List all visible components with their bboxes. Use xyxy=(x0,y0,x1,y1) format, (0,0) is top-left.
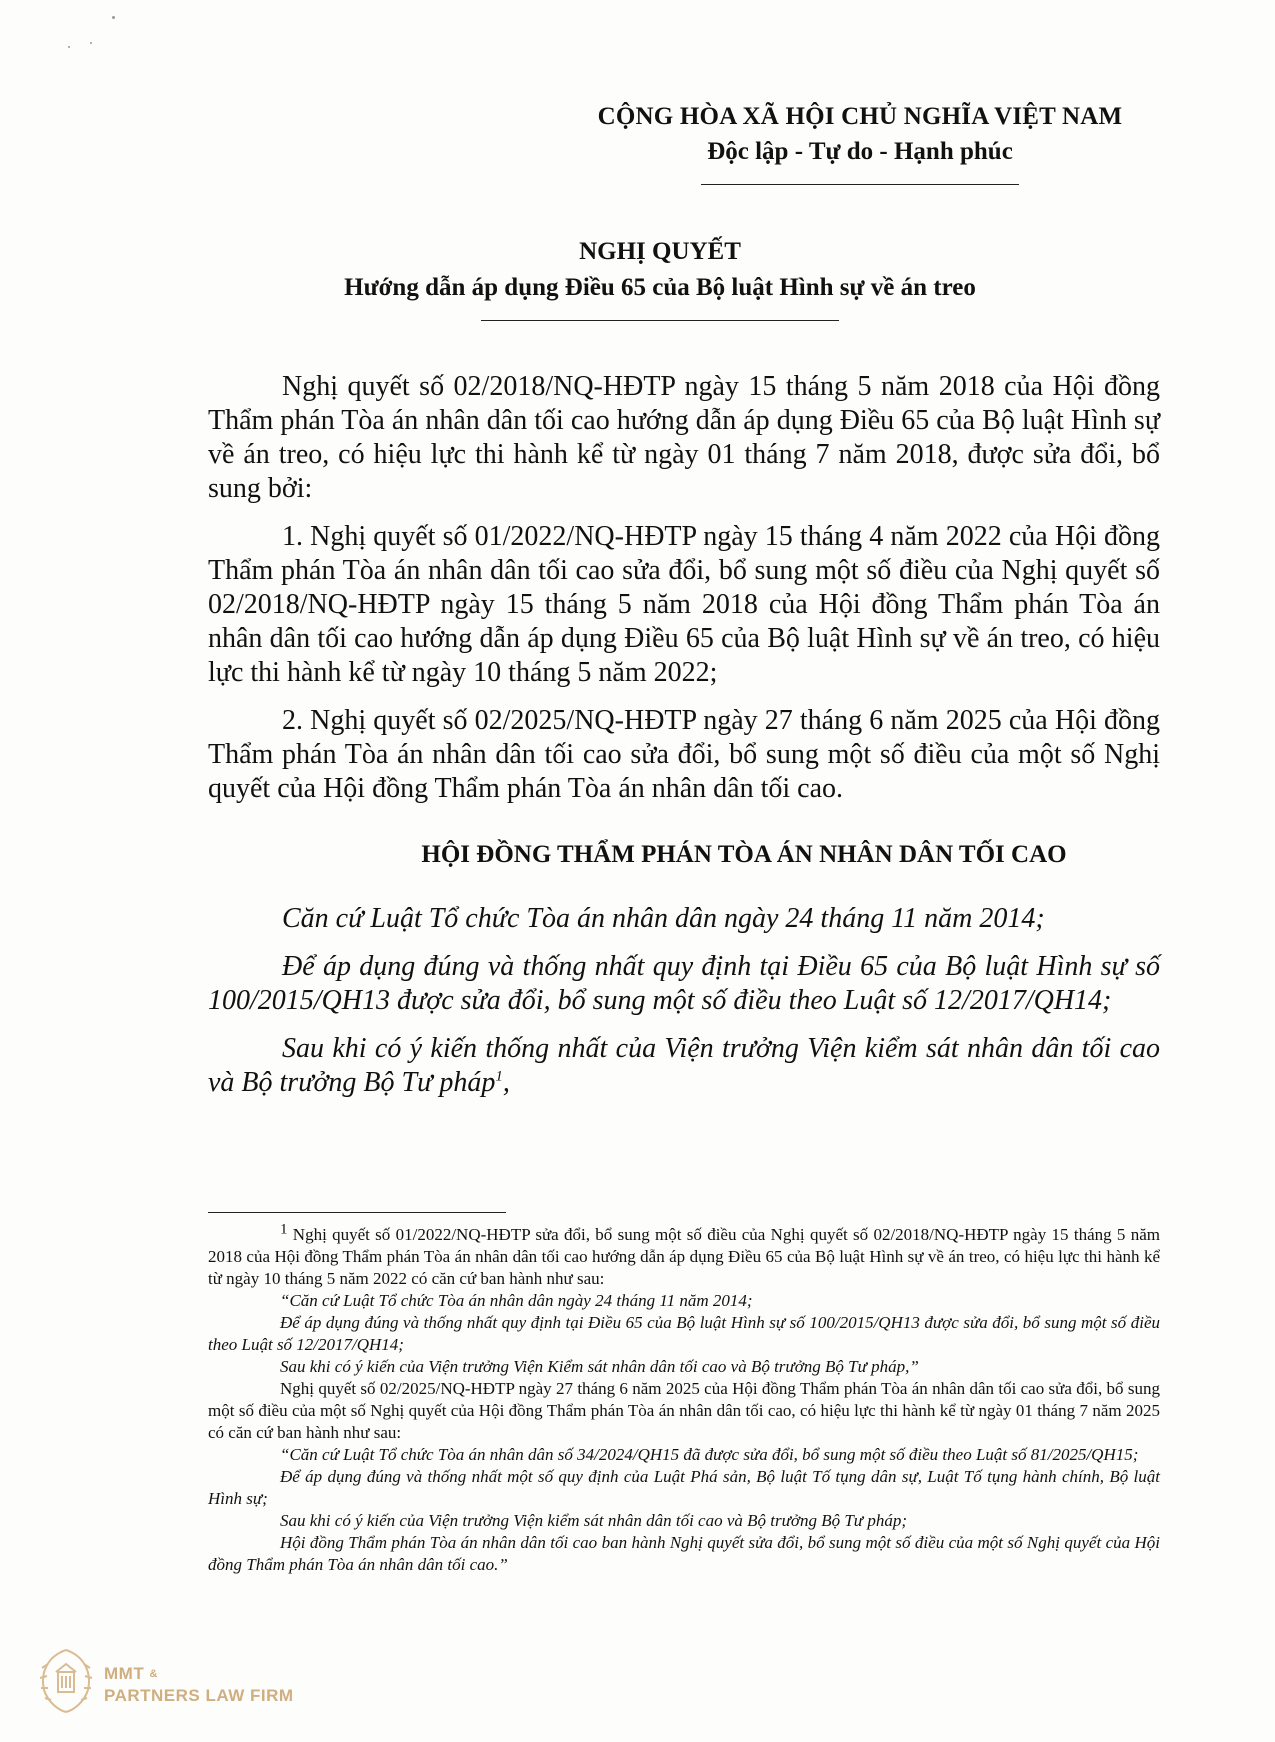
footnote-section xyxy=(208,1221,1160,1576)
legal-basis: Căn cứ Luật Tổ chức Tòa án nhân dân ngày 24 tháng 11 năm 2014; xyxy=(282,903,1045,934)
footnote-reference[interactable]: 1 xyxy=(495,1068,503,1085)
national-motto: Độc lập - Tự do - Hạnh phúc xyxy=(707,138,1013,165)
national-header xyxy=(560,100,1160,185)
scan-speck xyxy=(112,16,115,19)
legal-basis-end: , xyxy=(502,1067,510,1098)
document-subject: Hướng dẫn áp dụng Điều 65 của Bộ luật Hình sự về án treo xyxy=(344,274,976,301)
footnote-separator xyxy=(208,1212,506,1213)
scan-speck xyxy=(90,42,92,44)
intro-paragraph: Nghị quyết số 02/2018/NQ-HĐTP ngày 15 tháng 5 năm 2018 của Hội đồng Thẩm phán Tòa án nhân dân tối cao hướng dẫn áp dụng Điều 65 của Bộ luật Hình sự về án treo, có hiệu lực thi hành kể từ ngày 01 tháng 7 năm 2018, được sửa đổi, bổ sung bởi: xyxy=(208,371,1160,504)
title-underline xyxy=(481,320,839,321)
issuing-council: HỘI ĐỒNG THẨM PHÁN TÒA ÁN NHÂN DÂN TỐI CAO xyxy=(421,841,1067,868)
footnote-text: Nghị quyết số 01/2022/NQ-HĐTP sửa đổi, bổ sung một số điều của Nghị quyết số 02/2018/NQ-HĐTP ngày 15 tháng 5 năm 2018 của Hội đồng Thẩm phán Tòa án nhân dân tối cao hướng dẫn áp dụng Điều 65 của Bộ luật Hình sự về án treo, có hiệu lực thi hành kể từ ngày 10 tháng 5 năm 2022 có căn cứ ban hành như sau: xyxy=(208,1225,1160,1288)
watermark-firm: PARTNERS LAW FIRM xyxy=(104,1686,294,1705)
footnote-quote: Sau khi có ý kiến của Viện trưởng Viện Kiểm sát nhân dân tối cao và Bộ trưởng Bộ Tư pháp,” xyxy=(280,1357,919,1376)
watermark-ampersand: & xyxy=(149,1668,158,1680)
watermark-brand: MMT xyxy=(104,1664,145,1683)
footnote-paragraph xyxy=(208,1221,1160,1290)
watermark-text xyxy=(104,1663,294,1707)
document-type: NGHỊ QUYẾT xyxy=(579,238,741,265)
footnote-quote: Hội đồng Thẩm phán Tòa án nhân dân tối cao ban hành Nghị quyết sửa đổi, bổ sung một số điều của một số Nghị quyết của Hội đồng Thẩm phán Tòa án nhân dân tối cao.” xyxy=(208,1533,1160,1574)
amendment-item: 2. Nghị quyết số 02/2025/NQ-HĐTP ngày 27 tháng 6 năm 2025 của Hội đồng Thẩm phán Tòa án nhân dân tối cao sửa đổi, bổ sung một số điều của một số Nghị quyết của Hội đồng Thẩm phán Tòa án nhân dân tối cao. xyxy=(208,705,1160,804)
footnote-quote: “Căn cứ Luật Tổ chức Tòa án nhân dân số 34/2024/QH15 đã được sửa đổi, bổ sung một số điều theo Luật số 81/2025/QH15; xyxy=(280,1445,1139,1464)
document-title xyxy=(200,234,1120,321)
document-body xyxy=(208,370,1160,1114)
legal-basis xyxy=(208,1032,1160,1100)
legal-basis-text: Sau khi có ý kiến thống nhất của Viện trưởng Viện kiểm sát nhân dân tối cao và Bộ trưởng Bộ Tư pháp xyxy=(208,1033,1160,1098)
legal-basis: Để áp dụng đúng và thống nhất quy định tại Điều 65 của Bộ luật Hình sự số 100/2015/QH13 được sửa đổi, bổ sung một số điều theo Luật số 12/2017/QH14; xyxy=(208,951,1160,1016)
footnote-mark: 1 xyxy=(280,1221,288,1238)
footnote-paragraph: Nghị quyết số 02/2025/NQ-HĐTP ngày 27 tháng 6 năm 2025 của Hội đồng Thẩm phán Tòa án nhân dân tối cao sửa đổi, bổ sung một số điều của một số Nghị quyết của Hội đồng Thẩm phán Tòa án nhân dân tối cao, có hiệu lực thi hành kể từ ngày 01 tháng 7 năm 2025 có căn cứ ban hành như sau: xyxy=(208,1379,1160,1442)
footnote-quote: “Căn cứ Luật Tổ chức Tòa án nhân dân ngày 24 tháng 11 năm 2014; xyxy=(280,1291,753,1310)
nation-name: CỘNG HÒA XÃ HỘI CHỦ NGHĨA VIỆT NAM xyxy=(597,103,1123,130)
footnote-quote: Để áp dụng đúng và thống nhất một số quy định của Luật Phá sản, Bộ luật Tố tụng dân sự, Luật Tố tụng hành chính, Bộ luật Hình sự; xyxy=(208,1467,1160,1508)
amendment-item: 1. Nghị quyết số 01/2022/NQ-HĐTP ngày 15 tháng 4 năm 2022 của Hội đồng Thẩm phán Tòa án nhân dân tối cao sửa đổi, bổ sung một số điều của Nghị quyết số 02/2018/NQ-HĐTP ngày 15 tháng 5 năm 2018 của Hội đồng Thẩm phán Tòa án nhân dân tối cao hướng dẫn áp dụng Điều 65 của Bộ luật Hình sự về án treo, có hiệu lực thi hành kể từ ngày 10 tháng 5 năm 2022; xyxy=(208,521,1160,688)
footnote-quote: Sau khi có ý kiến của Viện trưởng Viện kiểm sát nhân dân tối cao và Bộ trưởng Bộ Tư pháp; xyxy=(280,1511,907,1530)
scan-speck xyxy=(68,46,70,48)
footnote-quote: Để áp dụng đúng và thống nhất quy định tại Điều 65 của Bộ luật Hình sự số 100/2015/QH13 được sửa đổi, bổ sung một số điều theo Luật số 12/2017/QH14; xyxy=(208,1313,1160,1354)
motto-underline xyxy=(701,184,1019,185)
